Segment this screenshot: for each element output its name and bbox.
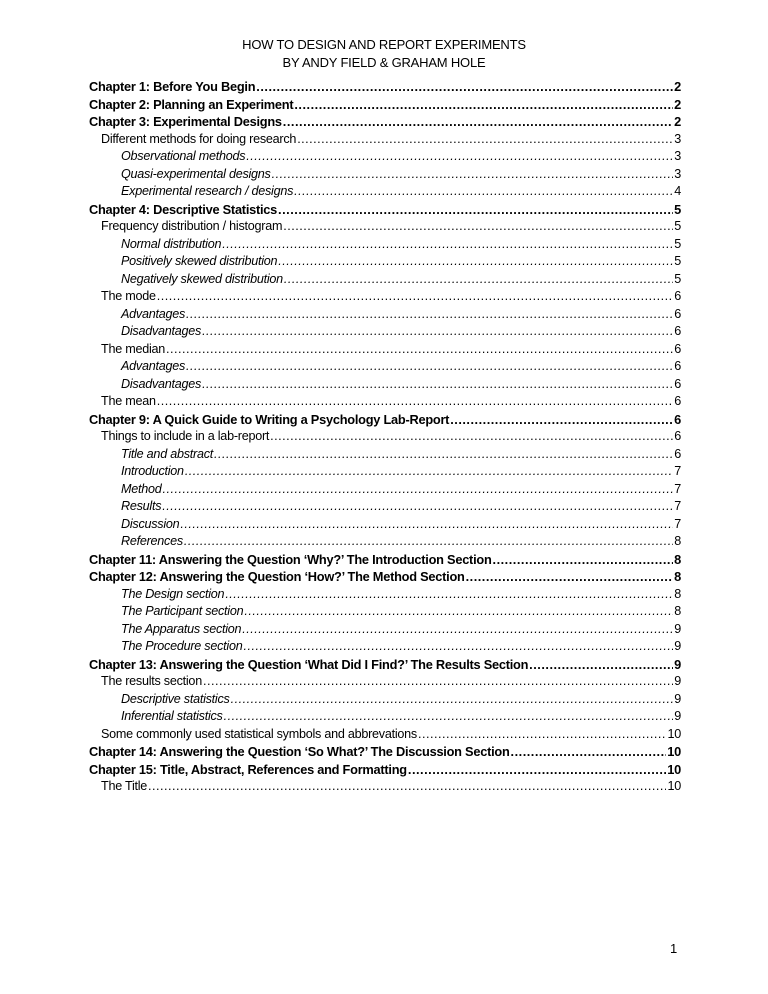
dot-leader xyxy=(184,534,673,548)
toc-section-entry[interactable] xyxy=(89,674,681,692)
toc-entry-page: 6 xyxy=(674,446,681,461)
toc-entry-page: 5 xyxy=(674,219,681,233)
toc-entry-label: Quasi-experimental designs xyxy=(121,166,271,181)
toc-section-entry[interactable] xyxy=(89,132,681,150)
toc-entry-label: Chapter 11: Answering the Question ‘Why?’ The Introduction Section xyxy=(89,551,492,567)
toc-chapter-entry[interactable] xyxy=(89,744,681,762)
toc-subsection-entry[interactable] xyxy=(89,359,681,377)
toc-subsection-entry[interactable] xyxy=(89,464,681,482)
toc-entry-label: The median xyxy=(101,341,166,356)
dot-leader xyxy=(185,464,673,478)
toc-entry-page: 9 xyxy=(674,639,681,653)
dot-leader xyxy=(157,394,674,408)
dot-leader xyxy=(243,639,673,653)
toc-entry-label: Chapter 12: Answering the Question ‘How?’ The Method Section xyxy=(89,569,465,584)
dot-leader xyxy=(186,307,673,321)
dot-leader xyxy=(511,744,667,759)
toc-entry-label: Normal distribution xyxy=(121,236,222,251)
toc-chapter-entry[interactable] xyxy=(89,114,681,132)
toc-subsection-entry[interactable] xyxy=(89,482,681,500)
toc-entry-page: 5 xyxy=(674,201,681,217)
toc-entry-label: The Design section xyxy=(121,586,225,601)
dot-leader xyxy=(246,149,673,163)
toc-entry-page: 6 xyxy=(674,341,681,356)
toc-entry-label: Results xyxy=(121,499,162,513)
toc-entry-page: 6 xyxy=(674,411,681,427)
dot-leader xyxy=(166,342,673,356)
dot-leader xyxy=(225,587,673,601)
toc-entry-label: Advantages xyxy=(121,359,186,373)
toc-entry-page: 10 xyxy=(667,726,681,741)
toc-entry-page: 5 xyxy=(674,236,681,251)
toc-entry-page: 2 xyxy=(674,114,681,129)
dot-leader xyxy=(242,622,673,636)
dot-leader xyxy=(222,237,673,251)
dot-leader xyxy=(157,289,674,303)
toc-subsection-entry[interactable] xyxy=(89,709,681,727)
toc-entry-label: Chapter 4: Descriptive Statistics xyxy=(89,201,278,217)
toc-subsection-entry[interactable] xyxy=(89,237,681,255)
dot-leader xyxy=(529,657,673,672)
dot-leader xyxy=(283,114,673,129)
dot-leader xyxy=(256,79,673,94)
toc-entry-label: Inferential statistics xyxy=(121,709,223,723)
dot-leader xyxy=(283,219,673,233)
toc-subsection-entry[interactable] xyxy=(89,184,681,202)
toc-entry-label: The Apparatus section xyxy=(121,621,242,636)
dot-leader xyxy=(450,412,673,427)
dot-leader xyxy=(186,359,673,373)
toc-entry-label: Experimental research / designs xyxy=(121,184,294,198)
dot-leader xyxy=(163,482,674,496)
toc-entry-label: Chapter 3: Experimental Designs xyxy=(89,114,282,129)
toc-entry-page: 2 xyxy=(674,96,681,112)
toc-entry-label: Different methods for doing research xyxy=(101,131,297,146)
document-authors: BY ANDY FIELD & GRAHAM HOLE xyxy=(282,55,486,70)
dot-leader xyxy=(408,762,666,777)
dot-leader xyxy=(224,709,674,723)
toc-entry-page: 9 xyxy=(674,674,681,688)
toc-chapter-entry[interactable] xyxy=(89,412,681,430)
toc-entry-page: 7 xyxy=(674,464,681,478)
dot-leader xyxy=(297,132,673,146)
toc-chapter-entry[interactable] xyxy=(89,552,681,570)
toc-entry-label: Chapter 15: Title, Abstract, References and Formatting xyxy=(89,761,407,777)
toc-entry-page: 6 xyxy=(674,324,681,338)
toc-entry-page: 6 xyxy=(674,376,681,391)
toc-entry-label: The results section xyxy=(101,674,202,688)
toc-subsection-entry[interactable] xyxy=(89,499,681,517)
dot-leader xyxy=(202,324,673,338)
toc-subsection-entry[interactable] xyxy=(89,377,681,395)
dot-leader xyxy=(493,552,674,567)
toc-entry-label: Discussion xyxy=(121,516,180,531)
toc-section-entry[interactable] xyxy=(89,289,681,307)
toc-entry-label: References xyxy=(121,534,183,548)
table-of-contents xyxy=(89,79,681,797)
dot-leader xyxy=(214,447,673,461)
toc-subsection-entry[interactable] xyxy=(89,167,681,185)
toc-subsection-entry[interactable] xyxy=(89,307,681,325)
dot-leader xyxy=(294,97,673,112)
toc-subsection-entry[interactable] xyxy=(89,447,681,465)
dot-leader xyxy=(272,167,674,181)
toc-chapter-entry[interactable] xyxy=(89,569,681,587)
toc-entry-page: 10 xyxy=(667,744,681,759)
page-number: 1 xyxy=(670,941,678,956)
toc-subsection-entry[interactable] xyxy=(89,272,681,290)
toc-entry-label: The Participant section xyxy=(121,604,244,618)
toc-subsection-entry[interactable] xyxy=(89,254,681,272)
toc-subsection-entry[interactable] xyxy=(89,692,681,710)
toc-entry-page: 6 xyxy=(674,306,681,321)
toc-entry-label: Some commonly used statistical symbols and abbrevations xyxy=(101,726,417,741)
toc-section-entry[interactable] xyxy=(89,779,681,797)
toc-entry-label: Negatively skewed distribution xyxy=(121,271,283,286)
toc-chapter-entry[interactable] xyxy=(89,202,681,220)
toc-entry-page: 6 xyxy=(674,359,681,373)
dot-leader xyxy=(202,377,673,391)
toc-entry-page: 6 xyxy=(674,429,681,443)
toc-entry-page: 7 xyxy=(674,481,681,496)
toc-entry-page: 8 xyxy=(674,569,681,584)
toc-entry-page: 5 xyxy=(674,254,681,268)
toc-entry-page: 8 xyxy=(674,604,681,618)
toc-subsection-entry[interactable] xyxy=(89,517,681,535)
toc-section-entry[interactable] xyxy=(89,727,681,745)
toc-entry-label: Chapter 13: Answering the Question ‘What Did I Find?’ The Results Section xyxy=(89,656,529,672)
toc-entry-page: 8 xyxy=(674,534,681,548)
toc-section-entry[interactable] xyxy=(89,429,681,447)
toc-entry-page: 10 xyxy=(667,779,681,793)
toc-entry-page: 7 xyxy=(674,499,681,513)
toc-subsection-entry[interactable] xyxy=(89,324,681,342)
toc-subsection-entry[interactable] xyxy=(89,587,681,605)
dot-leader xyxy=(244,604,673,618)
toc-entry-label: Positively skewed distribution xyxy=(121,254,278,268)
dot-leader xyxy=(278,254,673,268)
toc-entry-page: 9 xyxy=(674,691,681,706)
toc-entry-page: 10 xyxy=(667,761,681,777)
toc-entry-label: The mode xyxy=(101,289,156,303)
toc-subsection-entry[interactable] xyxy=(89,639,681,657)
dot-leader xyxy=(466,569,674,584)
toc-entry-page: 7 xyxy=(674,516,681,531)
toc-entry-page: 8 xyxy=(674,586,681,601)
toc-entry-page: 6 xyxy=(674,394,681,408)
toc-chapter-entry[interactable] xyxy=(89,97,681,115)
toc-entry-page: 2 xyxy=(674,79,681,94)
toc-entry-label: Descriptive statistics xyxy=(121,691,230,706)
dot-leader xyxy=(203,674,673,688)
toc-entry-label: Chapter 1: Before You Begin xyxy=(89,79,256,94)
toc-subsection-entry[interactable] xyxy=(89,149,681,167)
toc-chapter-entry[interactable] xyxy=(89,657,681,675)
toc-section-entry[interactable] xyxy=(89,342,681,360)
toc-subsection-entry[interactable] xyxy=(89,604,681,622)
toc-entry-page: 9 xyxy=(674,709,681,723)
toc-chapter-entry[interactable] xyxy=(89,79,681,97)
toc-section-entry[interactable] xyxy=(89,219,681,237)
toc-entry-label: The Procedure section xyxy=(121,639,243,653)
document-title: HOW TO DESIGN AND REPORT EXPERIMENTS xyxy=(242,37,526,52)
toc-entry-page: 5 xyxy=(674,271,681,286)
toc-entry-page: 3 xyxy=(674,166,681,181)
toc-entry-label: Introduction xyxy=(121,464,184,478)
dot-leader xyxy=(278,202,673,217)
toc-entry-page: 3 xyxy=(674,131,681,146)
toc-section-entry[interactable] xyxy=(89,394,681,412)
toc-subsection-entry[interactable] xyxy=(89,534,681,552)
toc-entry-label: Things to include in a lab-report xyxy=(101,429,270,443)
toc-chapter-entry[interactable] xyxy=(89,762,681,780)
dot-leader xyxy=(270,429,673,443)
toc-entry-page: 8 xyxy=(674,551,681,567)
dot-leader xyxy=(231,692,674,706)
toc-entry-page: 6 xyxy=(674,289,681,303)
dot-leader xyxy=(418,727,667,741)
toc-entry-label: Chapter 2: Planning an Experiment xyxy=(89,96,294,112)
toc-entry-label: The Title xyxy=(101,779,148,793)
toc-entry-page: 9 xyxy=(674,621,681,636)
dot-leader xyxy=(284,272,673,286)
toc-entry-label: Frequency distribution / histogram xyxy=(101,219,283,233)
toc-subsection-entry[interactable] xyxy=(89,622,681,640)
toc-entry-label: The mean xyxy=(101,394,156,408)
dot-leader xyxy=(180,517,673,531)
toc-entry-label: Disadvantages xyxy=(121,324,202,338)
toc-entry-label: Title and abstract xyxy=(121,446,213,461)
toc-entry-page: 9 xyxy=(674,656,681,672)
toc-entry-label: Disadvantages xyxy=(121,376,202,391)
dot-leader xyxy=(162,499,673,513)
toc-entry-label: Advantages xyxy=(121,306,186,321)
toc-entry-label: Observational methods xyxy=(121,149,246,163)
dot-leader xyxy=(148,779,666,793)
toc-entry-page: 3 xyxy=(674,149,681,163)
toc-entry-page: 4 xyxy=(674,184,681,198)
dot-leader xyxy=(294,184,673,198)
toc-entry-label: Chapter 9: A Quick Guide to Writing a Psychology Lab-Report xyxy=(89,411,450,427)
toc-entry-label: Method xyxy=(121,481,162,496)
toc-entry-label: Chapter 14: Answering the Question ‘So What?’ The Discussion Section xyxy=(89,744,510,759)
